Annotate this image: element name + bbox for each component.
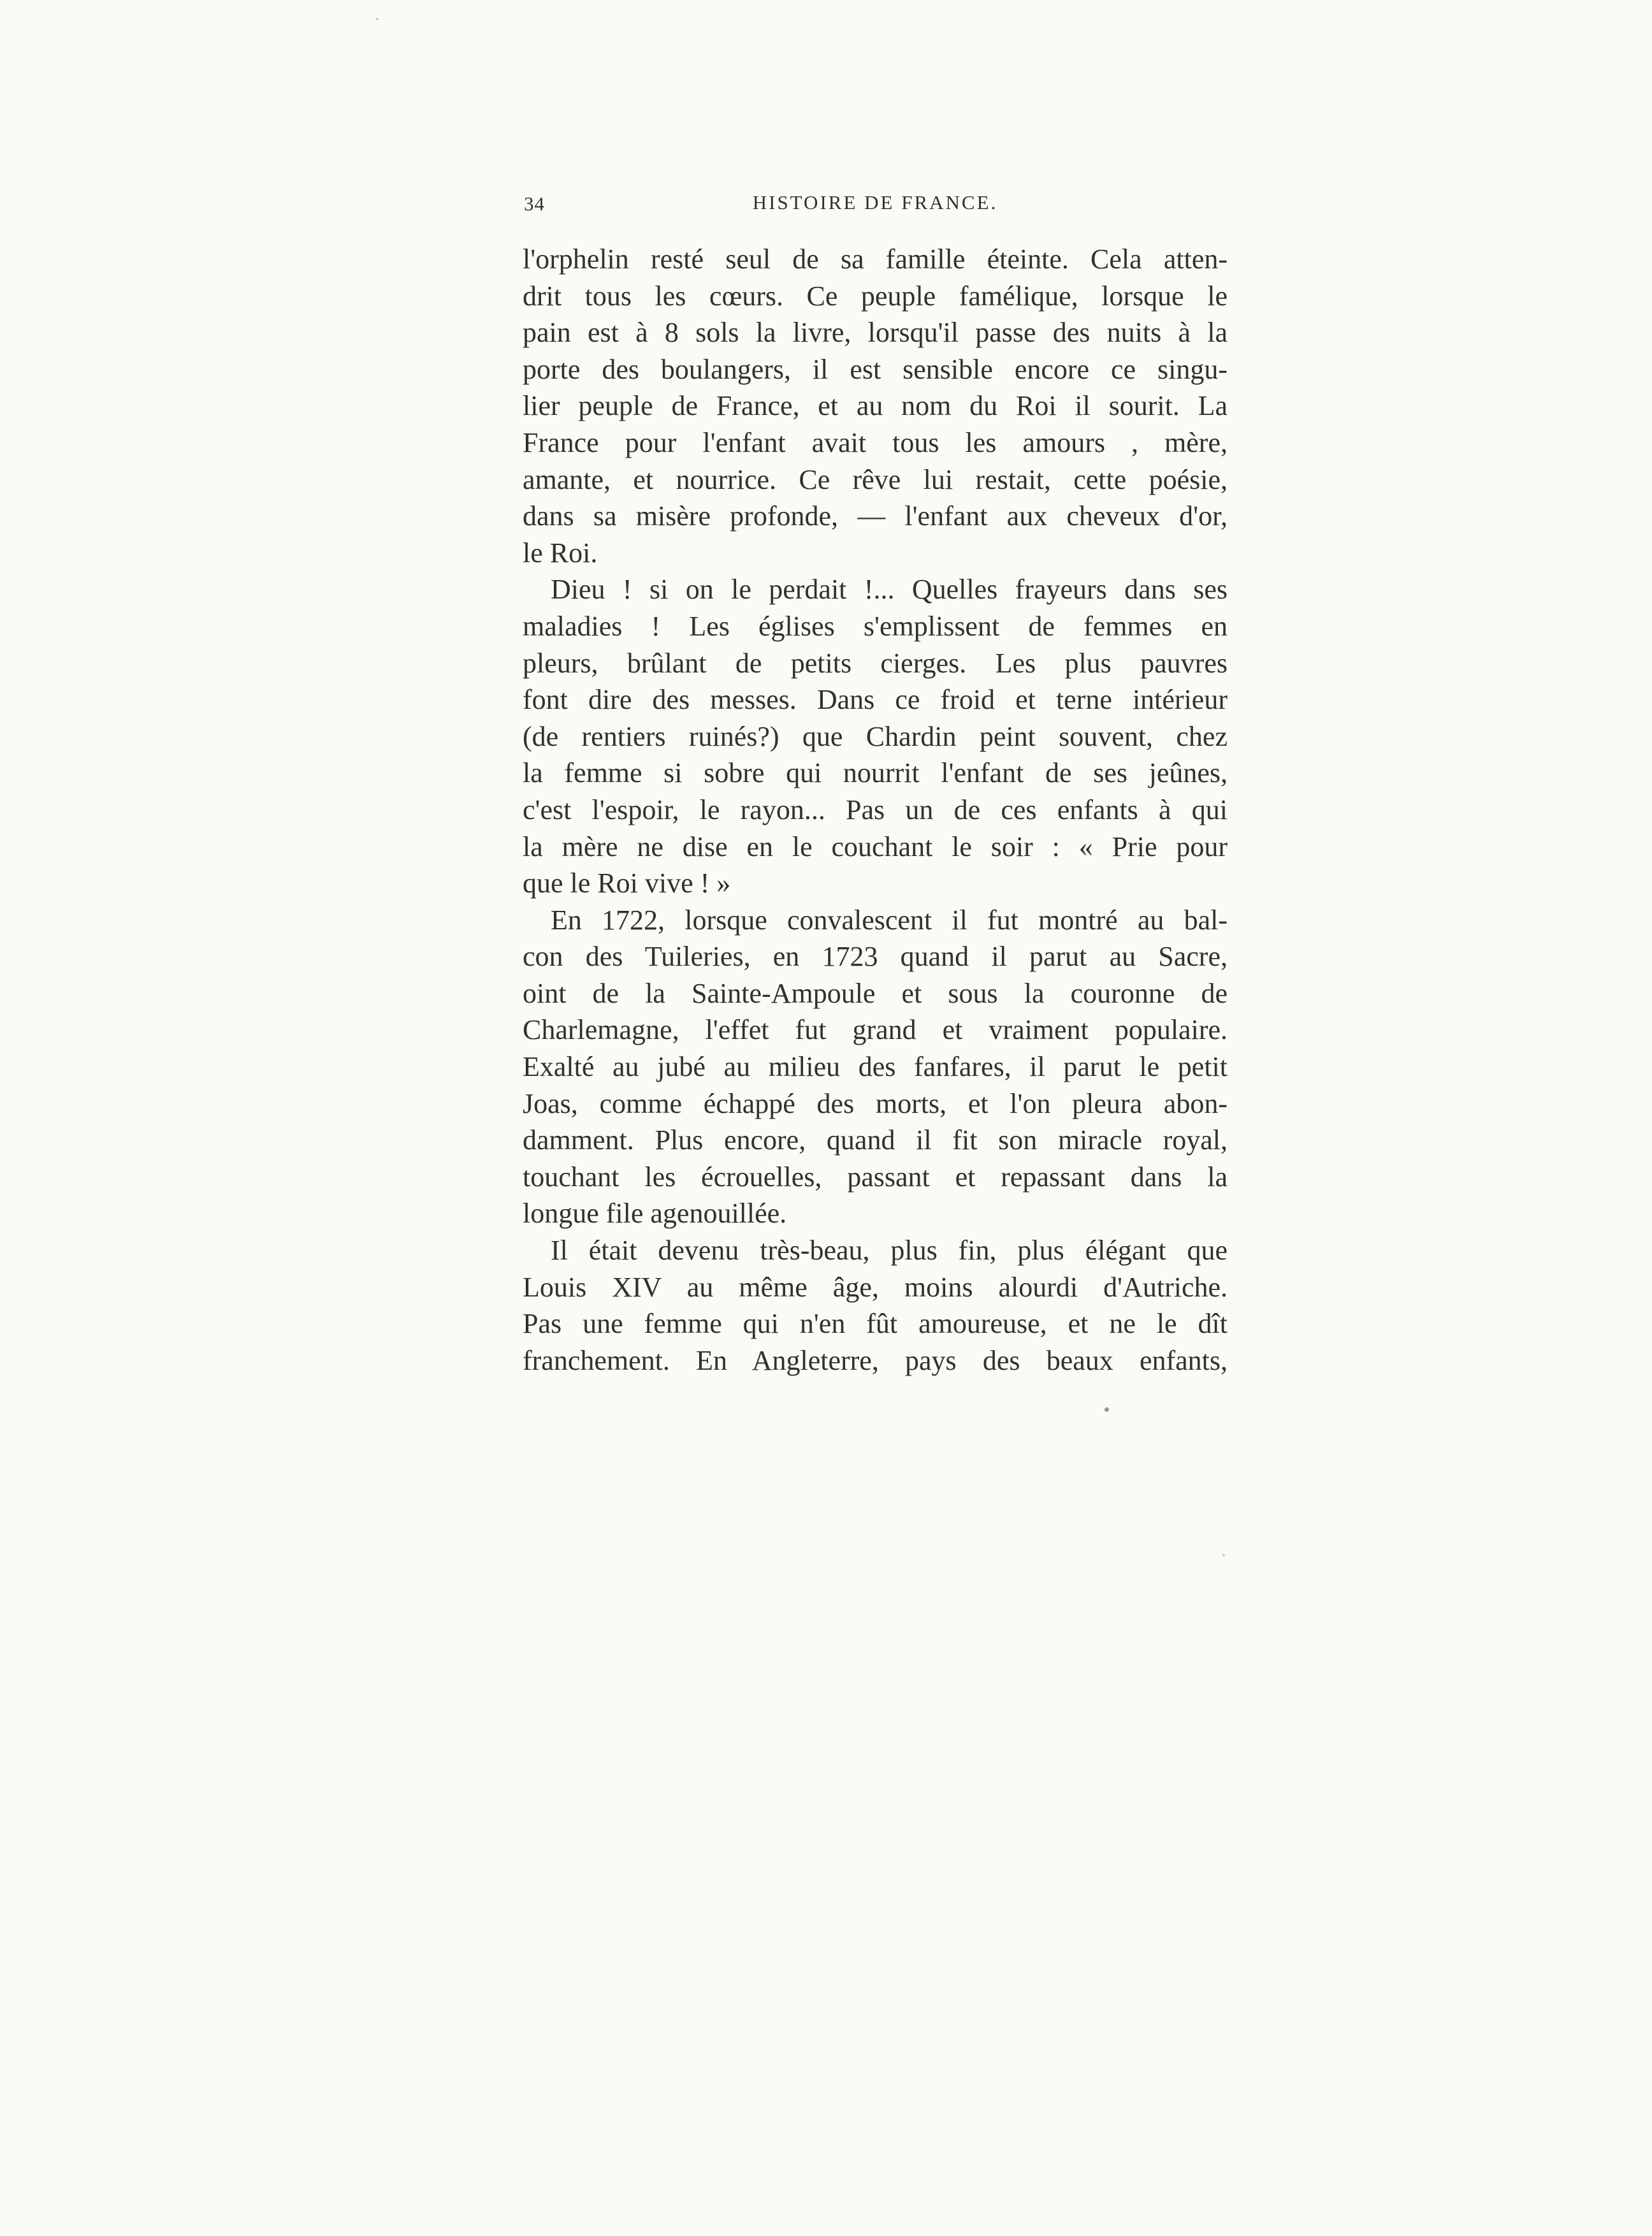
text-line: porte des boulangers, il est sensible encore ce singu- bbox=[523, 353, 1228, 385]
text-block bbox=[523, 241, 1228, 1379]
text-line: la femme si sobre qui nourrit l'enfant de ses jeûnes, bbox=[523, 757, 1228, 789]
text-line: Il était devenu très-beau, plus fin, plus élégant que bbox=[551, 1235, 1228, 1267]
text-line: longue file agenouillée. bbox=[523, 1198, 787, 1230]
text-line: franchement. En Angleterre, pays des beaux enfants, bbox=[523, 1344, 1228, 1376]
text-line: que le Roi vive ! » bbox=[523, 868, 731, 899]
text-line: con des Tuileries, en 1723 quand il parut au Sacre, bbox=[523, 941, 1228, 973]
text-line: Charlemagne, l'effet fut grand et vraiment populaire. bbox=[523, 1014, 1228, 1046]
text-line: pleurs, brûlant de petits cierges. Les plus pauvres bbox=[523, 647, 1228, 679]
text-line: Dieu ! si on le perdait !... Quelles frayeurs dans ses bbox=[551, 574, 1228, 606]
text-line: Joas, comme échappé des morts, et l'on pleura abon- bbox=[523, 1087, 1228, 1119]
scan-speck bbox=[1222, 1554, 1225, 1557]
text-line: font dire des messes. Dans ce froid et terne intérieur bbox=[523, 684, 1228, 716]
text-line: l'orphelin resté seul de sa famille éteinte. Cela atten- bbox=[523, 243, 1228, 275]
text-line: Pas une femme qui n'en fût amoureuse, et ne le dît bbox=[523, 1308, 1228, 1340]
paragraph bbox=[523, 571, 1228, 901]
running-title: HISTOIRE DE FRANCE. bbox=[752, 191, 998, 214]
text-line: la mère ne dise en le couchant le soir : « Prie pour bbox=[523, 831, 1228, 862]
text-line: lier peuple de France, et au nom du Roi il sourit. La bbox=[523, 390, 1228, 422]
text-line: pain est à 8 sols la livre, lorsqu'il passe des nuits à la bbox=[523, 317, 1228, 349]
text-line: France pour l'enfant avait tous les amours , mère, bbox=[523, 426, 1228, 458]
text-line: (de rentiers ruinés?) que Chardin peint souvent, chez bbox=[523, 720, 1228, 752]
text-line: Exalté au jubé au milieu des fanfares, il parut le petit bbox=[523, 1051, 1228, 1083]
text-line: drit tous les cœurs. Ce peuple famélique, lorsque le bbox=[523, 280, 1228, 312]
page-content bbox=[523, 191, 1228, 1379]
text-line: amante, et nourrice. Ce rêve lui restait, cette poésie, bbox=[523, 463, 1228, 495]
scan-speck bbox=[1105, 1407, 1109, 1412]
paragraph bbox=[523, 241, 1228, 571]
text-line: touchant les écrouelles, passant et repassant dans la bbox=[523, 1161, 1228, 1193]
page-header bbox=[523, 191, 1228, 233]
text-line: maladies ! Les églises s'emplissent de femmes en bbox=[523, 610, 1228, 642]
text-line: oint de la Sainte-Ampoule et sous la couronne de bbox=[523, 977, 1228, 1009]
text-line: Louis XIV au même âge, moins alourdi d'Autriche. bbox=[523, 1271, 1228, 1303]
text-line: le Roi. bbox=[523, 537, 598, 569]
paragraph bbox=[523, 1232, 1228, 1379]
text-line: dans sa misère profonde, — l'enfant aux cheveux d'or, bbox=[523, 500, 1228, 532]
text-line: c'est l'espoir, le rayon... Pas un de ces enfants à qui bbox=[523, 794, 1228, 825]
text-line: damment. Plus encore, quand il fit son miracle royal, bbox=[523, 1124, 1228, 1156]
scan-speck bbox=[376, 18, 379, 20]
paragraph bbox=[523, 902, 1228, 1232]
page-number: 34 bbox=[524, 192, 545, 215]
text-line: En 1722, lorsque convalescent il fut montré au bal- bbox=[551, 904, 1228, 936]
